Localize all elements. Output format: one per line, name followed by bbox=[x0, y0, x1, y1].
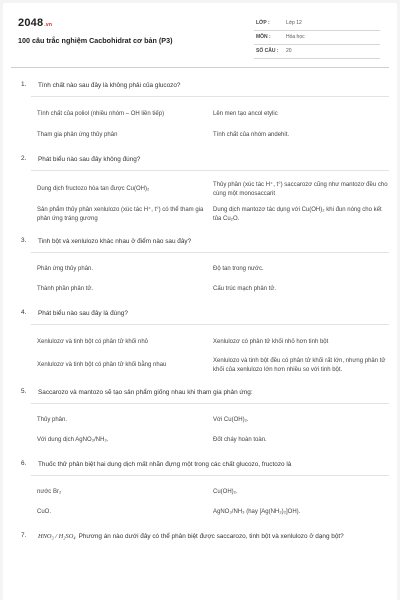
question-text: Phát biểu nào sau đây không đúng? bbox=[38, 156, 141, 163]
logo-suffix: .vn bbox=[44, 22, 53, 28]
site-logo[interactable] bbox=[18, 17, 52, 29]
question-number: 6. bbox=[21, 460, 27, 467]
logo-text: 2048 bbox=[18, 17, 44, 29]
meta-row-subject bbox=[254, 31, 380, 45]
meta-value: 20 bbox=[286, 48, 292, 54]
question-divider bbox=[31, 170, 389, 171]
answer-option-d[interactable]: Tính chất của nhóm andehit. bbox=[213, 131, 290, 138]
answer-option-c[interactable]: Với dung dịch AgNO₃/NH₃. bbox=[37, 436, 109, 443]
answer-option-c[interactable]: Sản phẩm thủy phân xenlulozo (xúc tác H⁺, t°) có thể tham gia phản ứng tráng gương bbox=[37, 207, 204, 222]
question-5 bbox=[3, 388, 397, 450]
question-text: Tính chất nào sau đây là không phải của glucozo? bbox=[38, 82, 181, 89]
answer-option-a[interactable]: Tính chất của poliol (nhiều nhóm – OH liền tiếp) bbox=[37, 110, 165, 117]
meta-row-grade bbox=[254, 17, 380, 31]
question-number: 5. bbox=[21, 388, 27, 395]
answer-option-d[interactable]: Xenlulozo và tinh bột đều có phân tử khối rất lớn, nhưng phân tử khối của xenlulozo lớn hơn nhiều so với tinh bột. bbox=[213, 358, 386, 373]
worksheet-header bbox=[3, 3, 397, 67]
worksheet-page bbox=[3, 3, 397, 600]
document-title: 100 câu trắc nghiệm Cacbohidrat cơ bản (P3) bbox=[18, 36, 173, 45]
meta-value: Lớp 12 bbox=[286, 20, 302, 26]
answer-option-d[interactable]: Dung dịch mantozơ tác dụng với Cu(OH)₂ khi đun nóng cho kết tủa Cu₂O. bbox=[213, 207, 382, 222]
question-divider bbox=[31, 252, 389, 253]
question-number: 4. bbox=[21, 309, 27, 316]
meta-label: LỚP : bbox=[256, 20, 270, 26]
header-divider bbox=[11, 67, 389, 68]
question-text bbox=[38, 532, 397, 541]
meta-row-count bbox=[254, 45, 380, 59]
answer-options bbox=[37, 410, 397, 450]
answer-options bbox=[37, 103, 397, 145]
answer-options bbox=[37, 259, 397, 299]
question-list bbox=[3, 81, 397, 551]
answer-option-c[interactable]: Tham gia phản ứng thủy phân bbox=[37, 131, 118, 138]
question-divider bbox=[31, 475, 389, 476]
answer-option-a[interactable]: Thủy phân. bbox=[37, 416, 68, 423]
answer-options bbox=[37, 482, 397, 522]
question-text: Thuốc thử phân biệt hai dung dịch mất nhãn đựng một trong các chất glucozo, fructozo là bbox=[38, 461, 292, 468]
answer-option-d[interactable]: Đốt cháy hoàn toàn. bbox=[213, 436, 267, 443]
question-divider bbox=[31, 403, 389, 404]
answer-option-b[interactable]: Với Cu(OH)₂. bbox=[213, 416, 249, 423]
question-3 bbox=[3, 237, 397, 299]
answer-option-b[interactable]: Thủy phân (xúc tác H⁺, t°) saccarozơ cũng như mantozơ đều cho cùng một monosaccarit bbox=[213, 182, 388, 197]
meta-label: MÔN : bbox=[256, 34, 271, 40]
question-6 bbox=[3, 460, 397, 522]
answer-options bbox=[37, 331, 397, 378]
answer-option-b[interactable]: Xenlulozơ có phân tử khối nhỏ hơn tinh bột bbox=[213, 338, 329, 345]
answer-option-b[interactable]: Cu(OH)₂. bbox=[213, 488, 238, 495]
answer-option-a[interactable]: nước Br₂ bbox=[37, 488, 62, 495]
answer-option-a[interactable]: Phản ứng thủy phân. bbox=[37, 265, 94, 272]
question-4 bbox=[3, 309, 397, 378]
answer-option-a[interactable]: Xenlulozơ và tinh bột có phân tử khối nhỏ bbox=[37, 338, 149, 345]
question-number: 1. bbox=[21, 81, 27, 88]
answer-option-a[interactable]: Dung dịch fructozo hòa tan được Cu(OH)₂ bbox=[37, 186, 150, 193]
question-divider bbox=[31, 324, 389, 325]
question-divider bbox=[31, 96, 389, 97]
answer-option-d[interactable]: AgNO₃/NH₃ (hay [Ag(NH₃)₂]OH). bbox=[213, 508, 301, 515]
answer-option-b[interactable]: Độ tan trong nước. bbox=[213, 265, 264, 272]
question-text-body: Phương án nào dưới đây có thể phân biệt được saccarozo, tinh bột và xenlulozo ở dạng bột? bbox=[78, 533, 344, 540]
meta-value: Hóa học bbox=[286, 34, 305, 40]
question-text: Saccarozo và mantozo sẽ tạo sản phẩm giống nhau khi tham gia phản ứng: bbox=[38, 389, 253, 396]
meta-label: SỐ CÂU : bbox=[256, 48, 279, 54]
meta-table bbox=[254, 17, 380, 59]
question-1 bbox=[3, 81, 397, 145]
answer-options bbox=[37, 177, 397, 227]
answer-option-c[interactable]: CuO. bbox=[37, 508, 52, 515]
question-text: Phát biểu nào sau đây là đúng? bbox=[38, 310, 128, 317]
answer-option-c[interactable]: Thành phần phân tử. bbox=[37, 285, 94, 292]
question-number: 3. bbox=[21, 237, 27, 244]
question-7 bbox=[3, 532, 397, 541]
answer-option-d[interactable]: Cấu trúc mạch phân tử. bbox=[213, 285, 277, 292]
question-text: Tinh bột và xenlulozo khác nhau ở điểm nào sau đây? bbox=[38, 238, 192, 245]
answer-option-c[interactable]: Xenlulozơ và tinh bột có phân tử khối bằng nhau bbox=[37, 362, 167, 369]
answer-option-b[interactable]: Lên men tạo ancol etylic bbox=[213, 110, 278, 117]
question-formula: HNO₃ / H₂SO₄ bbox=[38, 533, 76, 540]
question-2 bbox=[3, 155, 397, 227]
question-number: 2. bbox=[21, 155, 27, 162]
question-number: 7. bbox=[21, 532, 27, 539]
